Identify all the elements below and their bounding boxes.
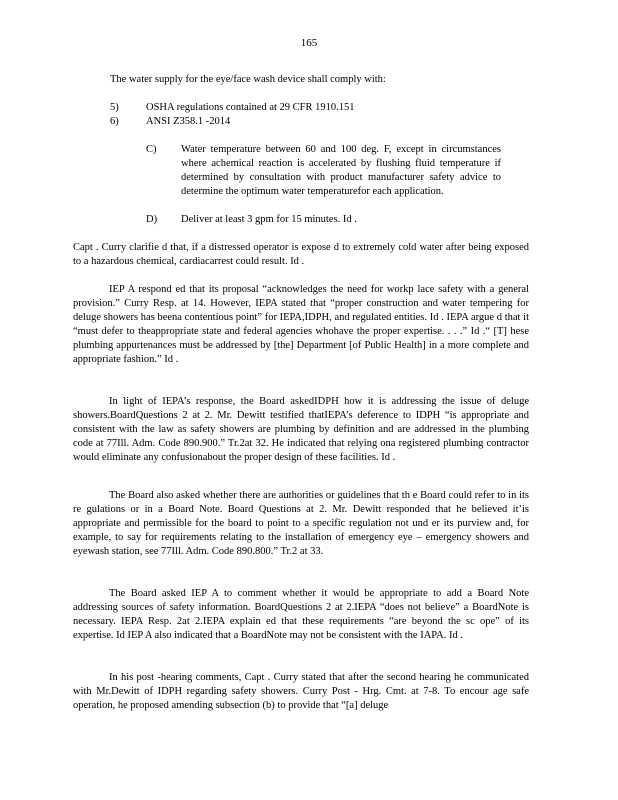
paragraph-text: In his post -hearing comments, Capt . Curry stated that after the second hearing he communicated with Mr.Dewitt of IDPH regarding safety showers. Curry Post - Hrg. Cmt. at 7-8. To encour age safe operation, he proposed amending subsection (b) to provide that “[a] deluge bbox=[73, 672, 529, 711]
list-text: ANSI Z358.1 -2014 bbox=[146, 116, 231, 127]
paragraph-text: In light of IEPA’s response, the Board askedIDPH how it is addressing the issue of deluge showers.BoardQuestions 2 at 2. Mr. Dewitt testified thatIEPA’s deference to IDPH “is appropriate and consistent with the law as safety showers are plumbing by definition and are addressed in the plumbing code at 77Ill. Adm. Code 890.900.” Tr.2at 32. He indicated that relying ona registered plumbing contractor would eliminate any confusionabout the proper design of these facilities. Id . bbox=[73, 396, 529, 463]
paragraph-text: IEP A respond ed that its proposal “acknowledges the need for workp lace safety with a general provision.” Curry Resp. at 14. However, IEPA stated that “proper construction and water tempering for deluge showers has beena contentious point” for IEPA,IDPH, and regulated entities. Id . IEPA argue d that it “must defer to theappropriate state and federal agencies whohave the proper expertise. . . .” Id .“ [T] hese plumbing appurtenances must be addressed by [the] Department [of Public Health] in a more complete and appropriate fashion.” Id . bbox=[73, 284, 529, 365]
paragraph bbox=[73, 671, 529, 713]
list-number: 5) bbox=[110, 102, 119, 113]
paragraph bbox=[73, 395, 529, 465]
paragraph bbox=[73, 489, 529, 559]
list-number: 6) bbox=[110, 116, 119, 127]
sublist-letter: C) bbox=[146, 144, 157, 155]
sublist-text: Deliver at least 3 gpm for 15 minutes. Id . bbox=[181, 214, 357, 225]
page-number: 165 bbox=[300, 37, 318, 49]
paragraph bbox=[73, 587, 529, 643]
intro-line: The water supply for the eye/face wash device shall comply with: bbox=[110, 74, 386, 85]
list-text: OSHA regulations contained at 29 CFR 1910.151 bbox=[146, 102, 355, 113]
paragraph-text: The Board also asked whether there are authorities or guidelines that th e Board could refer to in its re gulations or in a Board Note. Board Questions at 2. Mr. Dewitt responded that he believed it’is appropriate and permissible for the board to point to a specific regulation not und er its purview and, for example, to say for requirements relating to the installation of emergency eye – emergency showers and eyewash station, see 77Ill. Adm. Code 890.800.” Tr.2 at 33. bbox=[73, 490, 529, 557]
sublist-text: Water temperature between 60 and 100 deg. F, except in circumstances where achemical reaction is accelerated by flushing fluid temperature if determined by consultation with product manufacturer safety advice to determine the optimum water temperaturefor each application. bbox=[181, 144, 501, 197]
paragraph bbox=[73, 283, 529, 367]
paragraph bbox=[73, 241, 529, 269]
paragraph-text: Capt . Curry clarifie d that, if a distressed operator is expose d to extremely cold water after being exposed to a hazardous chemical, cardiacarrest could result. Id . bbox=[73, 242, 529, 267]
sublist-letter: D) bbox=[146, 214, 158, 225]
paragraph-text: The Board asked IEP A to comment whether it would be appropriate to add a Board Note addressing sources of safety information. BoardQuestions 2 at 2.IEPA “does not believe” a BoardNote is necessary. IEPA Resp. 2at 2.IEPA explain ed that these requirements “are beyond the sc ope” of its expertise. Id IEP A also indicated that a BoardNote may not be consistent with the IAPA. Id . bbox=[73, 588, 529, 641]
